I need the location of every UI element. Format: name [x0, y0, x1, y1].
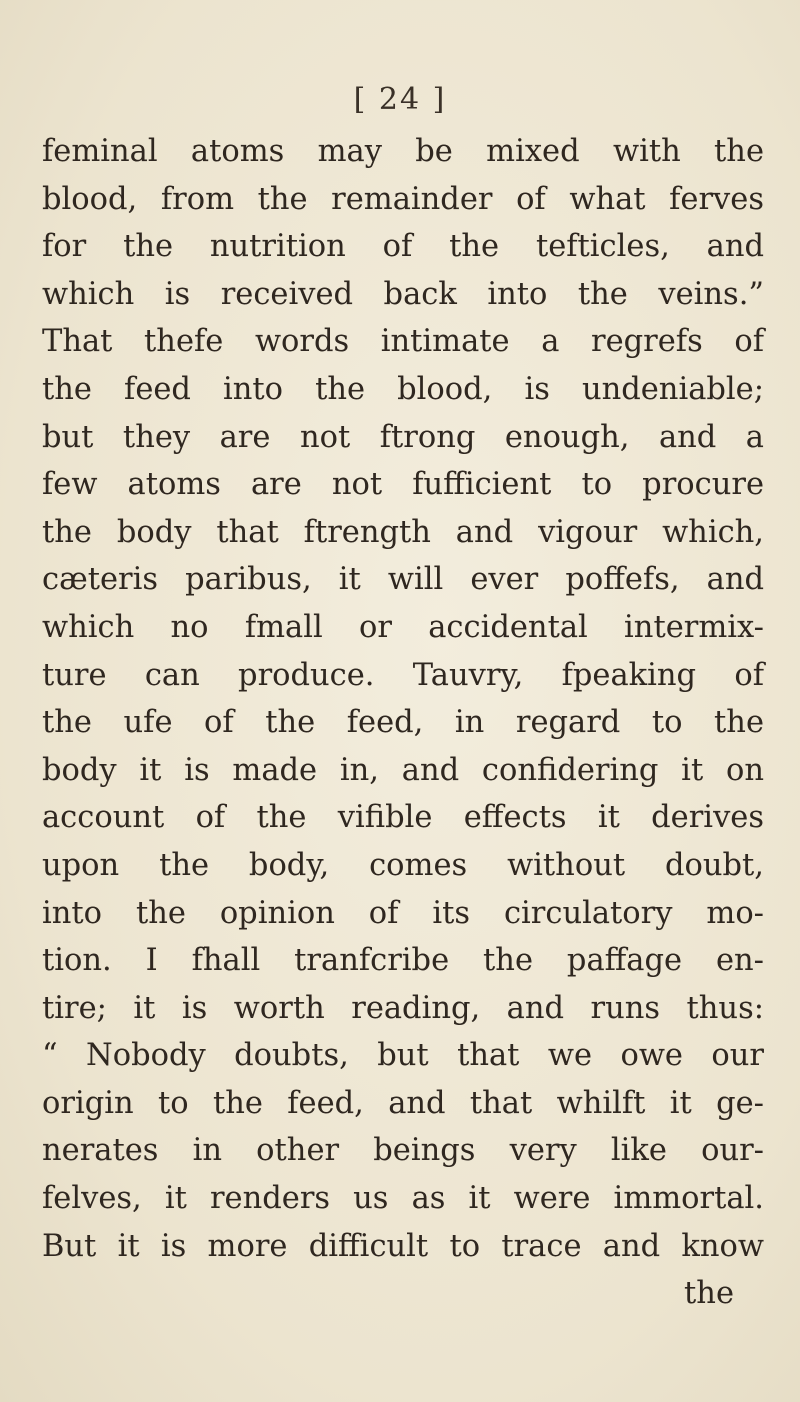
text-line: tion. I fhall tranfcribe the paffage en-	[42, 943, 764, 979]
text-line: the ufe of the feed, in regard to the	[42, 705, 764, 741]
text-line: feminal atoms may be mixed with the	[42, 134, 764, 169]
text-line: which is received back into the veins.”	[42, 276, 764, 312]
text-line: origin to the feed, and that whilft it ge-	[42, 1085, 764, 1121]
text-line: account of the vifible effects it derives	[42, 800, 764, 836]
body-text	[42, 128, 764, 1318]
page-number: [ 24 ]	[353, 82, 447, 117]
text-line: few atoms are not fufficient to procure	[42, 467, 764, 503]
text-line: the feed into the blood, is undeniable;	[42, 371, 764, 407]
text-line: for the nutrition of the tefticles, and	[42, 229, 764, 265]
text-line: which no fmall or accidental intermix-	[42, 609, 764, 645]
catchword: the	[684, 1276, 734, 1312]
text-line: “ Nobody doubts, but that we owe our	[42, 1038, 764, 1074]
text-line: blood, from the remainder of what ferves	[42, 181, 764, 217]
text-line: tire; it is worth reading, and runs thus:	[42, 990, 764, 1026]
text-line: But it is more difficult to trace and know	[42, 1228, 764, 1264]
text-line: but they are not ftrong enough, and a	[42, 419, 764, 455]
text-line: ture can produce. Tauvry, fpeaking of	[42, 657, 764, 693]
text-line: nerates in other beings very like our-	[42, 1133, 764, 1169]
text-line: That thefe words intimate a regrefs of	[42, 324, 764, 360]
text-line: body it is made in, and confidering it on	[42, 752, 764, 788]
text-line: upon the body, comes without doubt,	[42, 847, 764, 883]
text-line: cæteris paribus, it will ever poffefs, and	[42, 562, 764, 598]
text-line: felves, it renders us as it were immortal.	[42, 1181, 764, 1217]
text-line: the body that ftrength and vigour which,	[42, 514, 764, 550]
text-line: into the opinion of its circulatory mo-	[42, 895, 764, 931]
